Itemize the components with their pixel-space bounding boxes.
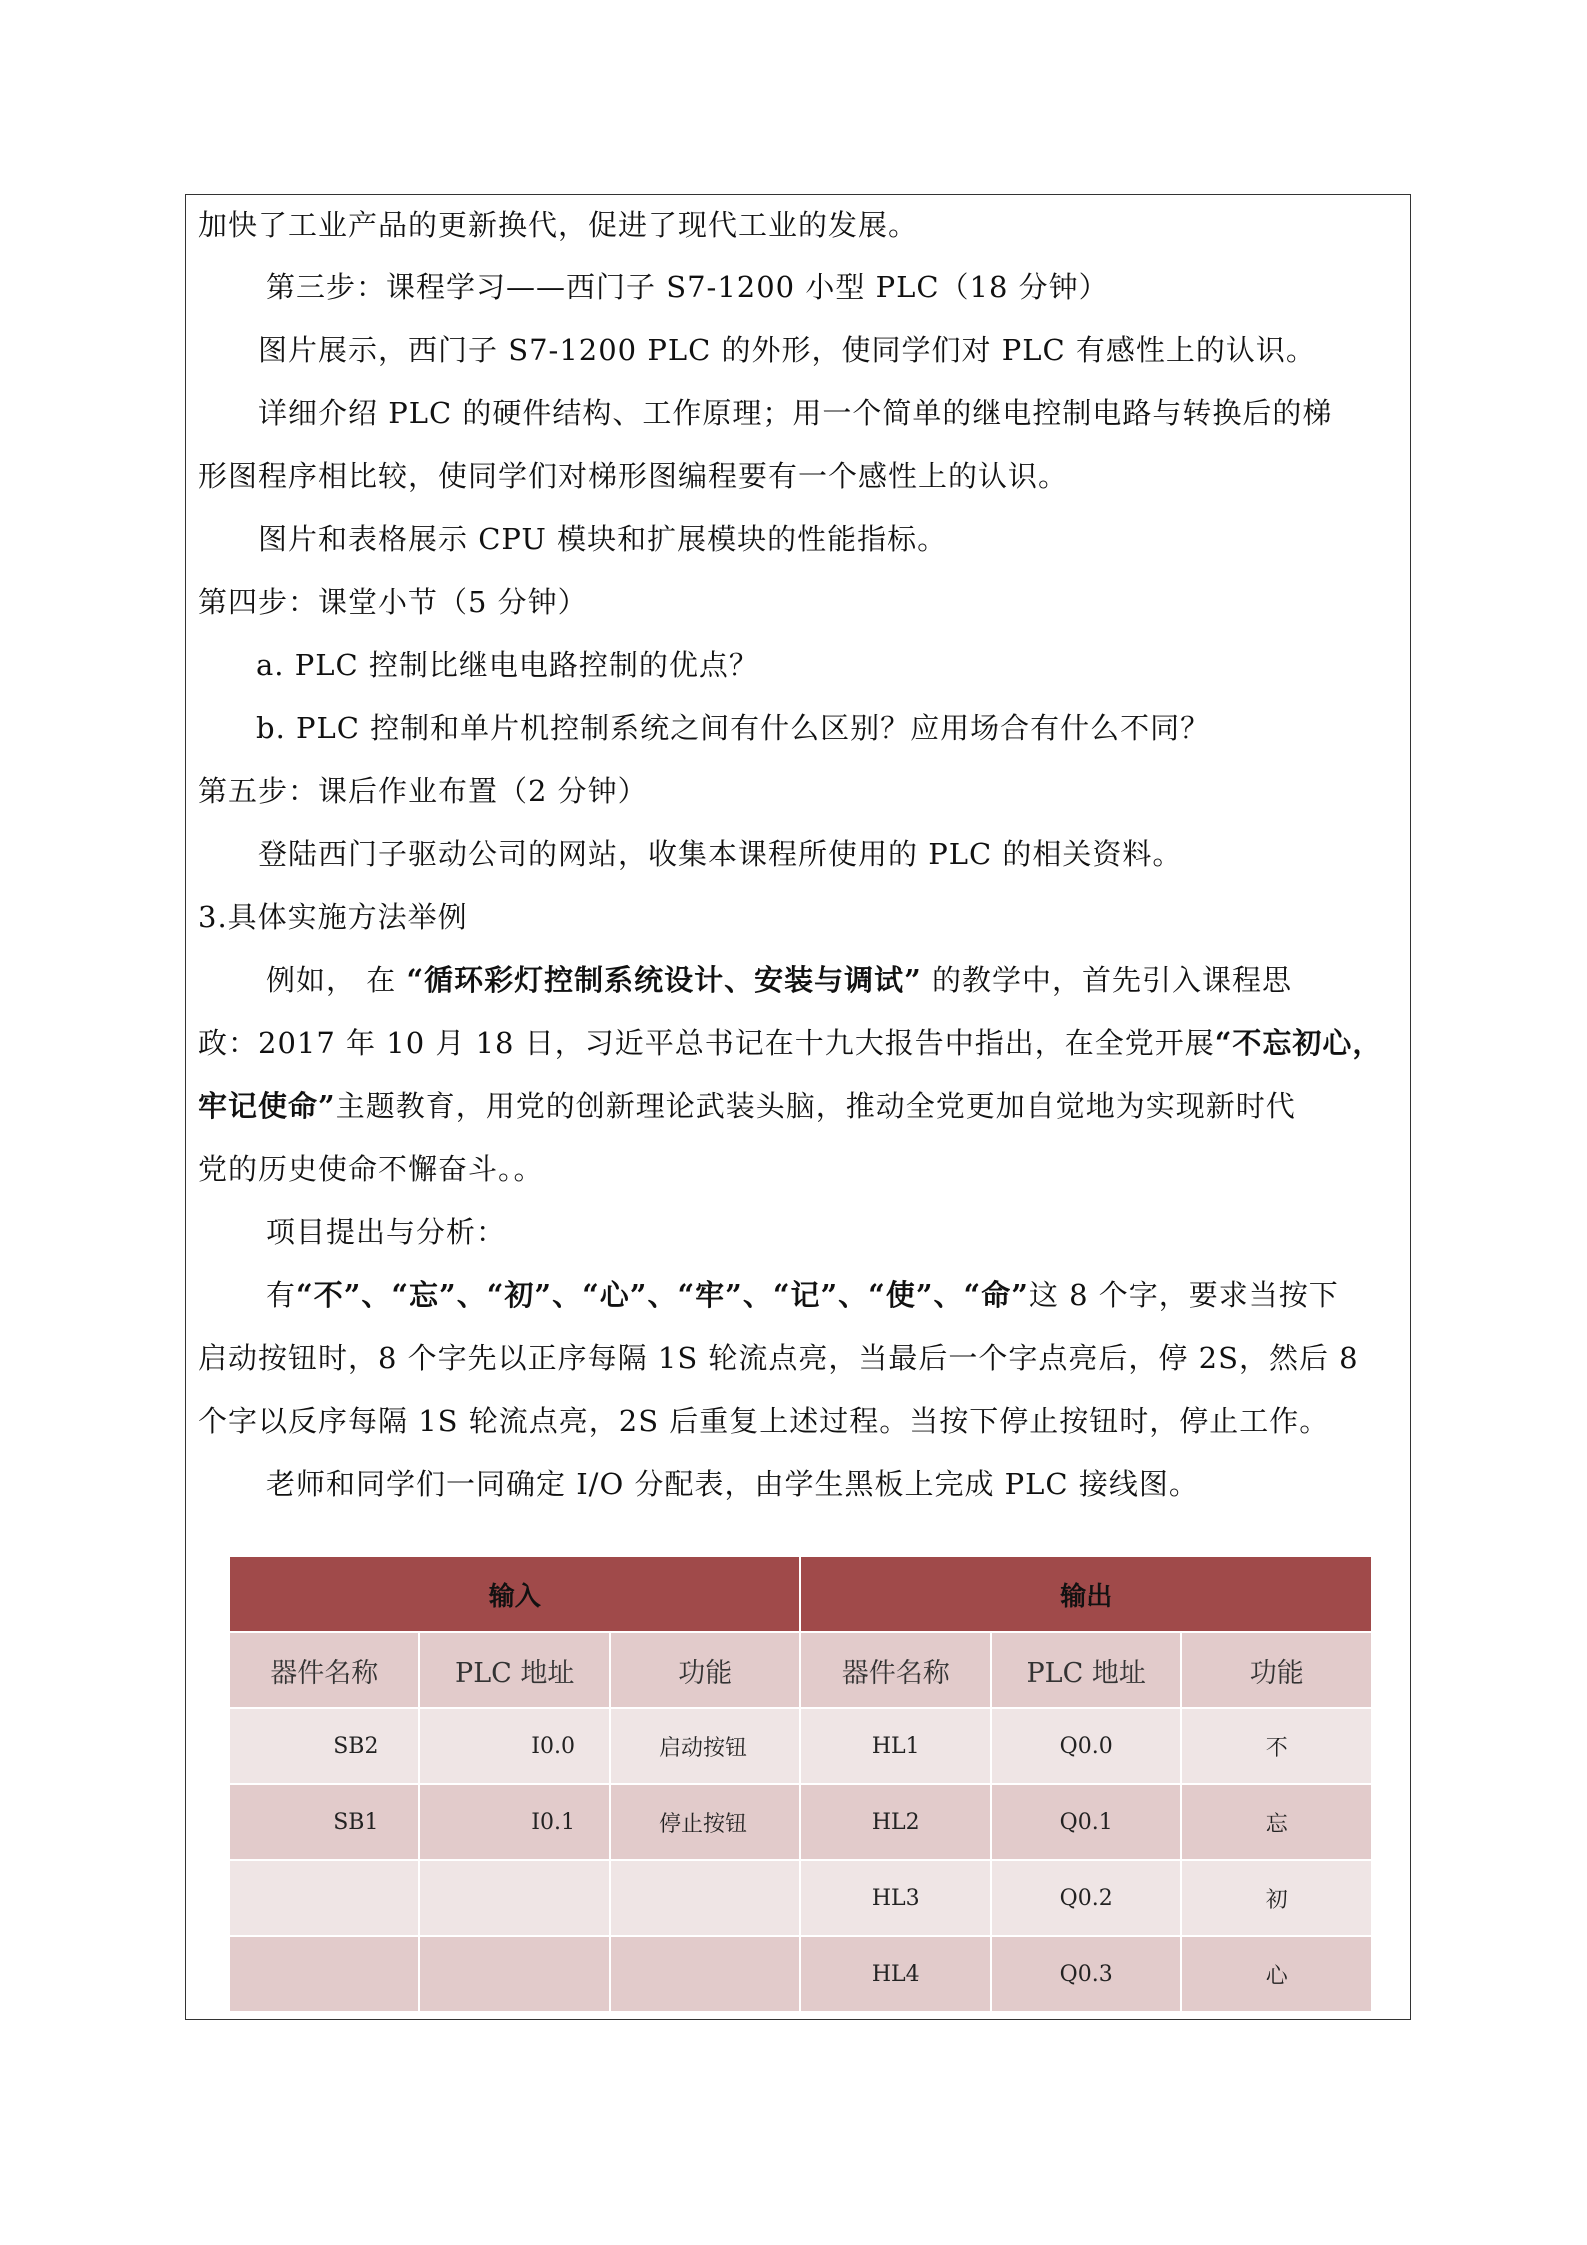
text: 这 8 个字，要求当按下 <box>1028 1278 1339 1312</box>
paragraph: 项目提出与分析： <box>266 1215 507 1249</box>
table-cell: I0.0 <box>420 1709 608 1783</box>
table-row <box>230 1709 1371 1783</box>
table-row <box>230 1861 1371 1935</box>
table-cell <box>230 1861 418 1935</box>
table-cell: Q0.2 <box>992 1861 1180 1935</box>
bold-text: “不忘初心， <box>1214 1026 1383 1060</box>
paragraph: 登陆西门子驱动公司的网站，收集本课程所使用的 PLC 的相关资料。 <box>258 837 1183 871</box>
table-row <box>230 1785 1371 1859</box>
table-cell: 启动按钮 <box>611 1709 800 1783</box>
table-cell: Q0.1 <box>992 1785 1180 1859</box>
text: 的教学中，首先引入课程思 <box>921 963 1293 997</box>
text: 主题教育，用党的创新理论武装头脑，推动全党更加自觉地为实现新时代 <box>335 1089 1296 1123</box>
section-heading: 3.具体实施方法举例 <box>198 900 468 934</box>
table-cell: 忘 <box>1182 1785 1371 1859</box>
table-cell: SB1 <box>230 1785 418 1859</box>
paragraph: 详细介绍 PLC 的硬件结构、工作原理；用一个简单的继电控制电路与转换后的梯 <box>258 396 1333 430</box>
table-cell: Q0.0 <box>992 1709 1180 1783</box>
table-cell: 停止按钮 <box>611 1785 800 1859</box>
text: 有 <box>266 1278 297 1312</box>
paragraph: 图片和表格展示 CPU 模块和扩展模块的性能指标。 <box>258 522 948 556</box>
table-row <box>230 1937 1371 2011</box>
paragraph: 图片展示，西门子 S7-1200 PLC 的外形，使同学们对 PLC 有感性上的认识。 <box>258 333 1316 367</box>
paragraph <box>266 960 1292 1000</box>
table-cell <box>611 1937 800 2011</box>
paragraph: 加快了工业产品的更新换代，促进了现代工业的发展。 <box>198 208 919 242</box>
paragraph <box>266 1275 1339 1315</box>
table-cell: HL3 <box>801 1861 989 1935</box>
paragraph: 个字以反序每隔 1S 轮流点亮，2S 后重复上述过程。当按下停止按钮时，停止工作。 <box>198 1404 1330 1438</box>
io-allocation-table <box>228 1555 1373 2013</box>
paragraph: 启动按钮时，8 个字先以正序每隔 1S 轮流点亮，当最后一个字点亮后，停 2S，然后 8 <box>198 1341 1359 1375</box>
column-header: 器件名称 <box>230 1633 418 1707</box>
paragraph: 老师和同学们一同确定 I/O 分配表，由学生黑板上完成 PLC 接线图。 <box>266 1467 1199 1501</box>
table-group-header-row <box>230 1557 1371 1631</box>
paragraph: 形图程序相比较，使同学们对梯形图编程要有一个感性上的认识。 <box>198 459 1069 493</box>
paragraph <box>198 1023 1382 1063</box>
table-cell <box>230 1937 418 2011</box>
table-cell <box>611 1861 800 1935</box>
table-cell: I0.1 <box>420 1785 608 1859</box>
table-cell: 心 <box>1182 1937 1371 2011</box>
output-group-header: 输出 <box>801 1557 1371 1631</box>
column-header: PLC 地址 <box>992 1633 1180 1707</box>
table-cell: Q0.3 <box>992 1937 1180 2011</box>
question: a. PLC 控制比继电电路控制的优点？ <box>256 648 759 682</box>
column-header: PLC 地址 <box>420 1633 608 1707</box>
step-heading: 第三步：课程学习——西门子 S7-1200 小型 PLC（18 分钟） <box>266 270 1109 304</box>
step-heading: 第四步：课堂小节（5 分钟） <box>198 585 588 619</box>
table-column-header-row <box>230 1633 1371 1707</box>
column-header: 功能 <box>1182 1633 1371 1707</box>
bold-text: 牢记使命” <box>198 1089 336 1123</box>
table-cell: HL4 <box>801 1937 989 2011</box>
column-header: 功能 <box>611 1633 800 1707</box>
text: 政：2017 年 10 月 18 日，习近平总书记在十九大报告中指出，在全党开展 <box>198 1026 1215 1060</box>
paragraph <box>198 1086 1296 1126</box>
table-cell: HL2 <box>801 1785 989 1859</box>
table-cell: 初 <box>1182 1861 1371 1935</box>
question: b. PLC 控制和单片机控制系统之间有什么区别？应用场合有什么不同？ <box>256 711 1211 745</box>
table-cell: SB2 <box>230 1709 418 1783</box>
column-header: 器件名称 <box>801 1633 989 1707</box>
step-heading: 第五步：课后作业布置（2 分钟） <box>198 774 648 808</box>
paragraph: 党的历史使命不懈奋斗。。 <box>198 1152 544 1186</box>
bold-text: “循环彩灯控制系统设计、安装与调试” <box>406 963 922 997</box>
text: 例如， 在 <box>266 963 407 997</box>
table-cell: HL1 <box>801 1709 989 1783</box>
bold-text: “不”、“忘”、“初”、“心”、“牢”、“记”、“使”、“命” <box>296 1278 1029 1312</box>
table-cell <box>420 1937 608 2011</box>
table-cell: 不 <box>1182 1709 1371 1783</box>
input-group-header: 输入 <box>230 1557 799 1631</box>
table-cell <box>420 1861 608 1935</box>
